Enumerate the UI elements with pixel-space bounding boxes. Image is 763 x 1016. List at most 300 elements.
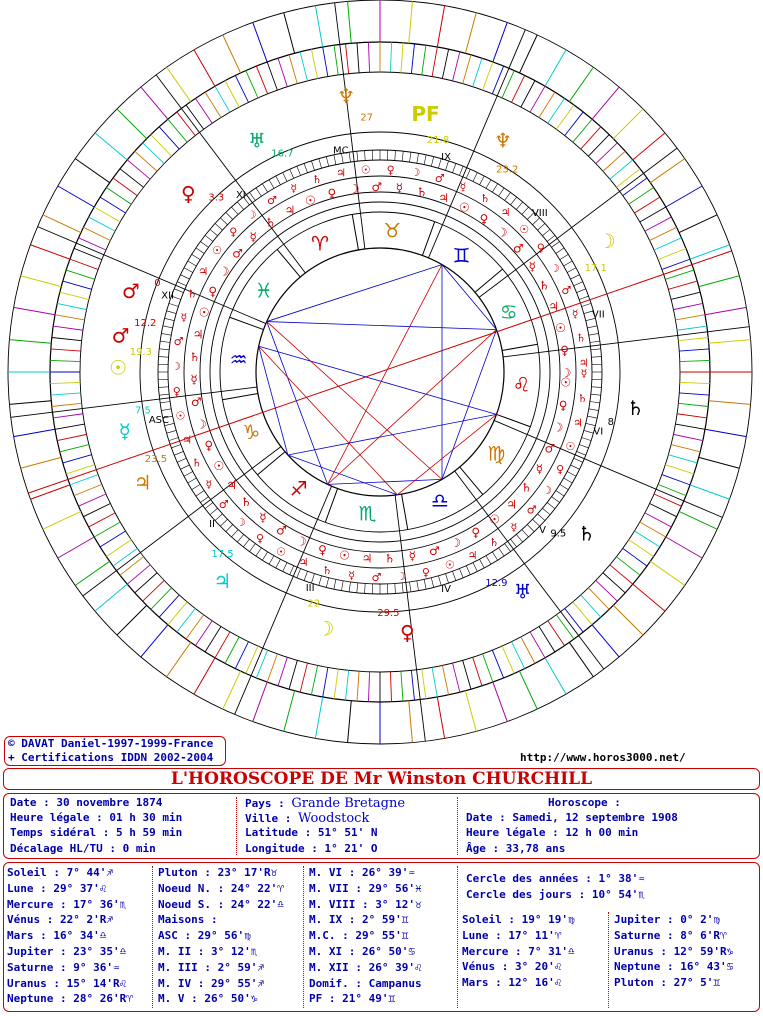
sign-divider <box>352 214 358 249</box>
day-glyph: ♃ <box>500 206 511 220</box>
house-row: M.C. : 29° 55'♊ <box>309 929 409 943</box>
degree-tick <box>349 582 350 592</box>
sign-glyph: ♑ <box>242 420 261 445</box>
degree-line <box>610 565 633 584</box>
transit-planet-row: Mercure : 7° 31'♎ <box>462 944 575 958</box>
transit-planet-label: 17.5 <box>211 549 234 561</box>
day-glyph: ♄ <box>191 456 202 470</box>
transit-planet-glyph: ♄ <box>577 521 596 546</box>
degree-line <box>679 349 709 351</box>
degree-tick <box>174 289 183 293</box>
degree-tick <box>269 180 274 189</box>
house-row: M. VIII : 3° 12'♉ <box>309 897 422 911</box>
degree-tick <box>591 349 601 350</box>
degree-line <box>640 522 666 537</box>
day-glyph: ☿ <box>249 229 257 244</box>
degree-tick <box>159 357 169 358</box>
year-line <box>569 642 593 676</box>
degree-line <box>588 588 609 610</box>
cycle-row: Cercle des jours : 10° 54'♏ <box>466 888 645 901</box>
year-line <box>493 22 507 61</box>
degree-line <box>671 445 700 452</box>
degree-line <box>565 112 583 136</box>
degree-tick <box>564 261 573 266</box>
day-glyph: ♃ <box>573 416 583 430</box>
copyright-line-2: + Certifications IDDN 2002-2004 <box>8 751 214 764</box>
birth-legal-time: Heure légale : 01 h 30 min <box>10 811 183 824</box>
day-glyph: ☉ <box>519 222 530 236</box>
sign-glyph: ♓ <box>254 278 273 303</box>
transit-planet-glyph: ♆ <box>494 128 512 153</box>
house-label: XII <box>161 290 175 302</box>
degree-line <box>50 360 80 361</box>
degree-tick <box>169 438 179 441</box>
page-title: L'HOROSCOPE DE Mr Winston CHURCHILL <box>3 768 760 790</box>
degree-line <box>422 669 426 699</box>
sign-divider <box>325 489 337 523</box>
degree-tick <box>571 275 580 279</box>
degree-line <box>556 105 574 129</box>
divider <box>152 866 153 1008</box>
transit-planet-row: Pluton : 27° 5'♊ <box>614 976 720 990</box>
degree-line <box>390 42 391 72</box>
degree-line <box>548 98 565 123</box>
house-label: IV <box>441 584 451 596</box>
day-glyph: ♄ <box>312 172 322 186</box>
degree-line <box>679 393 709 395</box>
degree-tick <box>262 552 267 560</box>
degree-tick <box>505 192 511 200</box>
sign-divider <box>460 467 483 495</box>
degree-tick <box>560 254 568 259</box>
day-glyph: ♂ <box>512 241 524 256</box>
day-glyph: ☉ <box>360 163 371 177</box>
degree-tick <box>424 155 426 165</box>
day-glyph: ♀ <box>556 462 565 476</box>
transit-planet-glyph: ♆ <box>337 84 356 109</box>
day-glyph: ☿ <box>459 180 467 194</box>
sign-divider <box>422 222 434 256</box>
degree-tick <box>522 530 529 537</box>
transit-planet-row: Soleil : 19° 19'♍ <box>462 913 575 926</box>
degree-tick <box>431 157 433 167</box>
degree-line <box>658 484 686 495</box>
day-glyph: ☽ <box>348 181 360 196</box>
year-line <box>519 35 537 73</box>
day-glyph: ♄ <box>322 564 333 578</box>
aspect-line <box>288 414 497 455</box>
transit-planet-row: Neptune : 16° 43'♋ <box>614 960 734 974</box>
year-line <box>43 215 81 233</box>
house-cusp <box>11 384 257 417</box>
transit-planet-label: 7.5 <box>135 405 151 417</box>
degree-line <box>100 531 125 547</box>
year-line <box>592 625 619 657</box>
degree-tick <box>492 552 497 560</box>
transit-planet-glyph: ☽ <box>316 616 335 641</box>
degree-line <box>256 66 267 94</box>
degree-tick <box>591 394 601 395</box>
degree-tick <box>499 548 505 556</box>
year-line <box>666 186 702 207</box>
degree-line <box>502 646 514 673</box>
degree-tick <box>210 229 218 235</box>
degree-line <box>411 44 414 74</box>
degree-tick <box>177 458 186 462</box>
degree-tick <box>431 578 433 588</box>
birth-offset: Décalage HL/TU : 0 min <box>10 842 156 855</box>
degree-tick <box>177 282 186 286</box>
degree-line <box>235 642 248 669</box>
degree-tick <box>466 169 470 178</box>
year-line <box>30 245 69 259</box>
transit-planet-row: Vénus : 3° 20'♌ <box>462 960 562 974</box>
degree-line <box>673 303 702 309</box>
day-glyph: ☿ <box>190 372 198 387</box>
divider <box>236 797 237 855</box>
degree-tick <box>567 472 576 477</box>
year-line <box>465 13 476 54</box>
degree-line <box>673 434 702 440</box>
year-line <box>253 22 267 61</box>
degree-tick <box>547 503 555 509</box>
degree-line <box>368 672 369 702</box>
divider <box>608 912 609 1008</box>
natal-col2-row: M. III : 2° 59'♐ <box>158 960 264 974</box>
year-line <box>95 133 127 160</box>
year-line <box>95 584 127 611</box>
sign-glyph: ♈ <box>311 231 329 256</box>
degree-tick <box>538 514 545 521</box>
degree-line <box>665 465 694 474</box>
transit-planet-label: 23.5 <box>144 454 168 466</box>
degree-line <box>658 248 686 259</box>
degree-line <box>151 135 172 157</box>
degree-line <box>51 349 81 351</box>
degree-line <box>55 424 85 429</box>
degree-tick <box>499 188 505 196</box>
day-glyph: ☽ <box>410 166 421 180</box>
degree-tick <box>243 539 249 547</box>
transit-planet-label: 19.3 <box>129 347 153 359</box>
sign-divider <box>222 394 257 400</box>
sign-divider <box>230 317 264 329</box>
degree-line <box>483 654 493 682</box>
degree-tick <box>417 153 419 163</box>
degree-tick <box>564 478 573 483</box>
degree-tick <box>574 458 583 462</box>
day-glyph: ☽ <box>549 261 560 275</box>
degree-line <box>106 187 131 204</box>
year-line <box>709 401 751 405</box>
degree-line <box>346 670 349 700</box>
day-glyph: ☽ <box>246 208 257 222</box>
degree-line <box>473 657 482 686</box>
day-glyph: ☽ <box>450 535 462 550</box>
day-glyph: ♂ <box>371 180 383 195</box>
day-glyph: ☽ <box>396 569 407 583</box>
year-line <box>709 340 751 344</box>
transit-planet-glyph: PF <box>411 101 440 126</box>
year-line <box>167 642 191 676</box>
latitude-label: Latitude : <box>245 826 312 839</box>
degree-line <box>512 75 525 102</box>
degree-tick <box>571 465 580 469</box>
year-line <box>141 625 168 657</box>
natal-planet-row: Uranus : 15° 14'R♌ <box>7 976 127 990</box>
degree-line <box>311 49 317 78</box>
day-glyph: ♀ <box>386 163 395 177</box>
day-glyph: ♀ <box>536 241 545 255</box>
sign-divider <box>497 414 531 426</box>
degree-tick <box>577 451 586 455</box>
degree-tick <box>552 497 560 503</box>
degree-tick <box>159 349 169 350</box>
longitude-value: 1° 21' O <box>324 842 378 855</box>
year-line <box>519 671 537 709</box>
degree-line <box>113 178 137 196</box>
transit-planet-label: 0 <box>154 278 161 290</box>
house-label: VII <box>591 309 605 321</box>
house-cusp <box>503 327 749 357</box>
transit-planet-label: 9.5 <box>550 528 567 540</box>
degree-line <box>668 455 697 463</box>
degree-line <box>357 43 359 73</box>
day-glyph: ♃ <box>361 551 373 566</box>
day-glyph: ☿ <box>180 310 188 324</box>
natal-planet-row: Mercure : 17° 36'♏ <box>7 897 127 911</box>
natal-planet-row: Mars : 16° 34'♎ <box>7 929 107 943</box>
site-url-link[interactable]: http://www.horos3000.net/ <box>520 751 686 764</box>
degree-line <box>530 86 545 112</box>
day-glyph: ☽ <box>235 516 246 530</box>
house-label: VIII <box>531 208 548 220</box>
degree-tick <box>160 402 170 403</box>
degree-tick <box>174 451 183 455</box>
degree-tick <box>587 326 597 328</box>
aspect-line <box>267 322 497 330</box>
degree-tick <box>171 445 180 448</box>
transit-planet-label: 29.5 <box>377 607 400 619</box>
degree-tick <box>556 248 564 254</box>
natal-col2-row: Maisons : <box>158 913 218 927</box>
degree-tick <box>542 229 550 235</box>
sign-glyph: ♒ <box>229 347 248 372</box>
longitude-label: Longitude : <box>245 842 318 855</box>
degree-line <box>94 207 120 222</box>
degree-tick <box>577 289 586 293</box>
year-line <box>14 307 55 314</box>
degree-tick <box>237 534 243 542</box>
degree-tick <box>205 235 213 241</box>
day-glyph: ♂ <box>561 284 572 298</box>
degree-line <box>677 414 707 418</box>
year-line <box>592 87 619 119</box>
degree-line <box>83 504 110 517</box>
transit-planet-glyph: ☉ <box>109 355 128 380</box>
degree-tick <box>192 254 200 259</box>
year-line <box>679 215 717 233</box>
degree-tick <box>542 508 550 514</box>
degree-line <box>502 71 514 98</box>
degree-tick <box>215 223 222 230</box>
degree-line <box>432 667 437 697</box>
day-glyph: ☉ <box>304 193 316 208</box>
degree-tick <box>410 152 411 162</box>
degree-line <box>215 632 230 658</box>
degree-line <box>246 646 258 673</box>
day-glyph: ♂ <box>218 498 229 512</box>
degree-line <box>678 338 708 341</box>
degree-tick <box>590 341 600 342</box>
degree-line <box>422 45 426 75</box>
degree-line <box>616 557 640 575</box>
degree-line <box>662 475 690 485</box>
transit-planet-row: Uranus : 12° 59'R♑ <box>614 944 734 958</box>
sign-divider <box>502 344 537 350</box>
year-line <box>223 35 241 73</box>
degree-line <box>159 595 179 617</box>
day-glyph: ♂ <box>434 171 445 185</box>
degree-tick <box>304 163 307 172</box>
house-label: V <box>539 524 546 536</box>
transit-planet-row: Jupiter : 0° 2'♍ <box>614 913 720 926</box>
house-cusp <box>395 495 425 741</box>
degree-line <box>588 135 609 157</box>
degree-tick <box>402 583 403 593</box>
house-label: IX <box>441 151 451 163</box>
day-glyph: ♃ <box>298 556 309 570</box>
sign-glyph: ♊ <box>452 243 471 268</box>
degree-tick <box>160 341 170 342</box>
degree-line <box>135 573 157 593</box>
degree-line <box>195 621 212 646</box>
transit-planet-glyph: ♅ <box>248 128 266 153</box>
degree-tick <box>283 172 287 181</box>
divider <box>457 866 458 1008</box>
house-label: MC <box>332 145 349 157</box>
degree-line <box>668 281 697 289</box>
degree-line <box>74 484 102 495</box>
degree-tick <box>453 571 456 580</box>
degree-tick <box>311 161 314 171</box>
degree-line <box>346 44 349 74</box>
degree-line <box>89 513 115 527</box>
house-cusp <box>332 3 365 249</box>
degree-line <box>57 434 86 440</box>
degree-tick <box>410 582 411 592</box>
day-glyph: ♀ <box>560 343 570 358</box>
degree-tick <box>188 261 197 266</box>
aspect-line <box>328 265 442 485</box>
degree-tick <box>311 574 314 584</box>
degree-tick <box>486 556 491 565</box>
degree-line <box>334 45 338 75</box>
degree-tick <box>319 159 322 169</box>
degree-tick <box>480 176 485 185</box>
degree-tick <box>196 491 204 497</box>
degree-line <box>289 55 297 84</box>
day-glyph: ☿ <box>510 520 518 534</box>
year-line <box>141 87 168 119</box>
year-line <box>465 691 476 732</box>
degree-line <box>50 382 80 383</box>
cycle-row: Cercle des années : 1° 38'♒ <box>466 872 645 885</box>
degree-tick <box>579 445 588 448</box>
degree-tick <box>511 197 517 205</box>
day-glyph: ☽ <box>296 534 307 549</box>
house-cusp <box>38 227 266 324</box>
degree-line <box>52 403 82 406</box>
degree-tick <box>231 530 238 537</box>
degree-line <box>512 642 525 669</box>
degree-line <box>603 151 625 171</box>
degree-tick <box>283 563 287 572</box>
degree-tick <box>357 583 358 593</box>
degree-line <box>300 52 307 81</box>
day-glyph: ☿ <box>348 569 355 583</box>
day-glyph: ♂ <box>232 246 243 261</box>
degree-tick <box>453 163 456 172</box>
year-line <box>348 701 352 743</box>
natal-col2-row: M. V : 26° 50'♑ <box>158 992 258 1006</box>
day-glyph: ♂ <box>544 441 556 456</box>
sign-divider <box>277 249 300 277</box>
year-line <box>21 457 62 468</box>
degree-line <box>53 414 83 418</box>
year-line <box>315 6 322 47</box>
day-glyph: ♀ <box>471 525 481 540</box>
degree-tick <box>586 423 596 425</box>
degree-line <box>675 424 705 429</box>
transit-planet-glyph: ♂ <box>121 279 140 304</box>
degree-line <box>323 47 328 77</box>
year-line <box>650 159 684 183</box>
year-line <box>253 682 267 721</box>
degree-tick <box>560 484 568 489</box>
degree-line <box>368 42 369 72</box>
transit-planet-label: 23.2 <box>496 164 519 176</box>
degree-line <box>311 665 317 694</box>
degree-tick <box>192 484 200 489</box>
birth-sidereal: Temps sidéral : 5 h 59 min <box>10 826 183 839</box>
degree-line <box>195 98 212 123</box>
day-glyph: ☿ <box>571 307 579 321</box>
degree-line <box>159 127 179 149</box>
year-line <box>58 186 94 207</box>
degree-tick <box>459 569 463 578</box>
year-line <box>284 13 295 54</box>
day-glyph: ♃ <box>548 299 560 314</box>
sign-glyph: ♐ <box>289 476 308 501</box>
city-label: Ville : <box>245 812 292 825</box>
degree-line <box>401 43 403 73</box>
degree-line <box>70 259 98 269</box>
transit-planet-glyph: ☽ <box>597 229 616 253</box>
degree-line <box>168 119 187 142</box>
sign-glyph: ♎ <box>431 488 449 513</box>
degree-tick <box>473 172 477 181</box>
degree-line <box>215 86 230 112</box>
degree-line <box>52 338 82 341</box>
degree-line <box>267 654 277 682</box>
degree-line <box>323 667 328 697</box>
day-glyph: ☽ <box>496 225 508 240</box>
year-line <box>699 457 740 468</box>
degree-tick <box>319 576 322 586</box>
day-glyph: ☿ <box>205 478 213 492</box>
degree-line <box>300 663 307 692</box>
